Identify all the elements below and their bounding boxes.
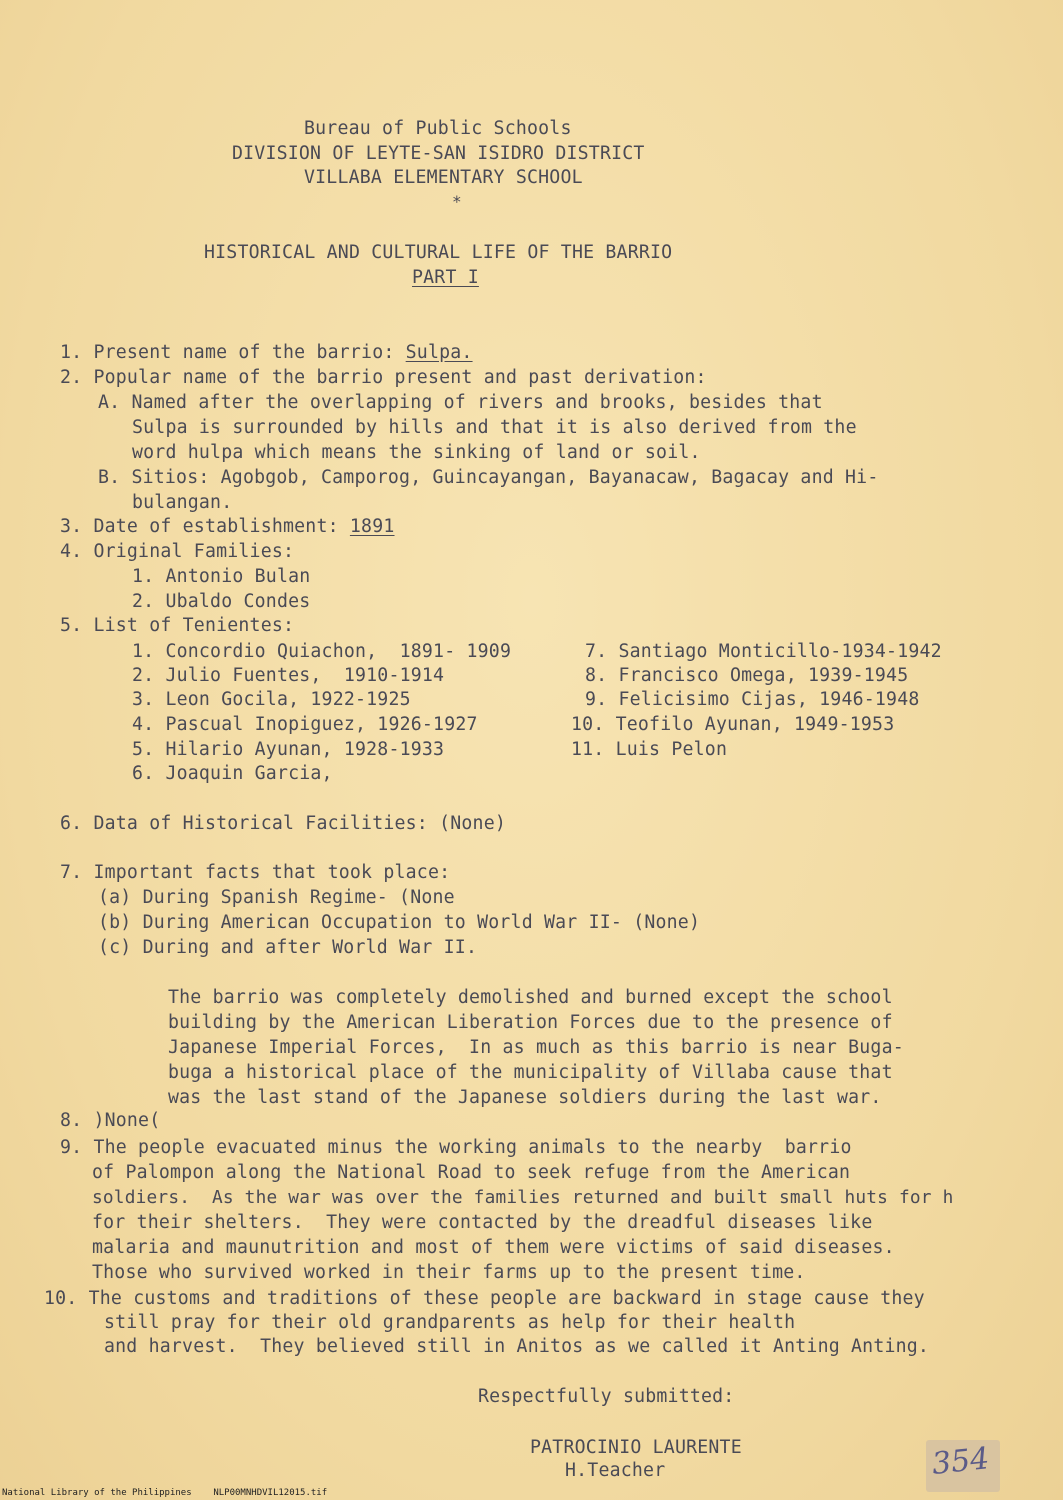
- footer-library: National Library of the Philippines: [2, 1488, 192, 1498]
- page-number: 354: [930, 1441, 991, 1482]
- item-7a: (a) During Spanish Regime- (None: [98, 887, 455, 908]
- item-7c: (c) During and after World War II.: [98, 937, 478, 958]
- teniente-9: 9. Felicisimo Cijas, 1946-1948: [585, 689, 920, 710]
- item-10-line3: and harvest. They believed still in Anitos as we called it Anting Anting.: [104, 1336, 930, 1357]
- respectfully-submitted: Respectfully submitted:: [478, 1386, 735, 1407]
- item-9-line1: 9. The people evacuated minus the working animals to the nearby barrio: [60, 1137, 852, 1158]
- paragraph-line5: was the last stand of the Japanese soldiers during the last war.: [168, 1087, 882, 1108]
- item-7: 7. Important facts that took place:: [60, 862, 451, 883]
- header-bureau: Bureau of Public Schools: [304, 118, 572, 139]
- item-9-line2: of Palompon along the National Road to seek refuge from the American: [92, 1162, 851, 1183]
- teniente-2: 2. Julio Fuentes, 1910-1914: [132, 665, 445, 686]
- item-4: 4. Original Families:: [60, 541, 295, 562]
- item-7b: (b) During American Occupation to World War II- (None): [98, 912, 701, 933]
- item-3-label: 3. Date of establishment:: [60, 516, 350, 537]
- item-2a-line1: A. Named after the overlapping of rivers and brooks, besides that: [98, 392, 823, 413]
- document-title: HISTORICAL AND CULTURAL LIFE OF THE BARRIO: [204, 242, 673, 263]
- header-school: VILLABA ELEMENTARY SCHOOL: [304, 167, 583, 188]
- barrio-name: Sulpa.: [405, 342, 473, 363]
- item-10-line1: 10. The customs and traditions of these people are backward in stage cause they: [44, 1288, 925, 1309]
- teniente-8: 8. Francisco Omega, 1939-1945: [585, 665, 909, 686]
- item-2: 2. Popular name of the barrio present and past derivation:: [60, 367, 707, 388]
- teniente-1: 1. Concordio Quiachon, 1891- 1909: [132, 641, 512, 662]
- footer: [2, 1488, 327, 1499]
- item-6: 6. Data of Historical Facilities: (None): [60, 813, 506, 834]
- item-1-label: 1. Present name of the barrio:: [60, 342, 406, 363]
- item-5: 5. List of Tenientes:: [60, 615, 295, 636]
- item-2a-line2: Sulpa is surrounded by hills and that it is also derived from the: [132, 417, 857, 438]
- item-3: [60, 515, 395, 539]
- teniente-3: 3. Leon Gocila, 1922-1925: [132, 689, 411, 710]
- paragraph-line1: The barrio was completely demolished and burned except the school: [168, 987, 893, 1008]
- footer-file: NLP00MNHDVIL12015.tif: [213, 1488, 328, 1498]
- item-2b-line2: bulangan.: [132, 492, 233, 513]
- family-1: 1. Antonio Bulan: [132, 566, 311, 587]
- signatory-name: PATROCINIO LAURENTE: [530, 1437, 742, 1458]
- item-9-line3: soldiers. As the war was over the families returned and built small huts for h: [92, 1187, 954, 1208]
- item-9-line4: for their shelters. They were contacted by the dreadful diseases like: [92, 1212, 873, 1233]
- teniente-10: 10. Teofilo Ayunan, 1949-1953: [571, 714, 895, 735]
- paragraph-line3: Japanese Imperial Forces, In as much as this barrio is near Buga-: [168, 1037, 904, 1058]
- item-10-line2: still pray for their old grandparents as help for their health: [104, 1312, 796, 1333]
- family-2: 2. Ubaldo Condes: [132, 591, 311, 612]
- signatory-position: H.Teacher: [565, 1460, 666, 1481]
- item-9-line6: Those who survived worked in their farms up to the present time.: [92, 1262, 806, 1283]
- item-8: 8. )None(: [60, 1110, 161, 1131]
- item-9-line5: malaria and maunutrition and most of them were victims of said diseases.: [92, 1237, 895, 1258]
- item-1: [60, 341, 473, 365]
- teniente-6: 6. Joaquin Garcia,: [132, 763, 333, 784]
- teniente-7: 7. Santiago Monticillo-1934-1942: [585, 641, 942, 662]
- header-division: DIVISION OF LEYTE-SAN ISIDRO DISTRICT: [232, 143, 645, 164]
- document-part: PART I: [412, 267, 479, 288]
- item-2b-line1: B. Sitios: Agobgob, Camporog, Guincayangan, Bayanacaw, Bagacay and Hi-: [98, 467, 879, 488]
- page-number-stamp: [926, 1440, 1000, 1492]
- teniente-11: 11. Luis Pelon: [571, 739, 728, 760]
- header-star: *: [452, 192, 462, 211]
- paragraph-line2: building by the American Liberation Forces due to the presence of: [168, 1012, 893, 1033]
- teniente-5: 5. Hilario Ayunan, 1928-1933: [132, 739, 445, 760]
- establishment-year: 1891: [349, 516, 395, 537]
- teniente-4: 4. Pascual Inopiguez, 1926-1927: [132, 714, 478, 735]
- paragraph-line4: buga a historical place of the municipality of Villaba cause that: [168, 1062, 893, 1083]
- item-2a-line3: word hulpa which means the sinking of land or soil.: [132, 442, 701, 463]
